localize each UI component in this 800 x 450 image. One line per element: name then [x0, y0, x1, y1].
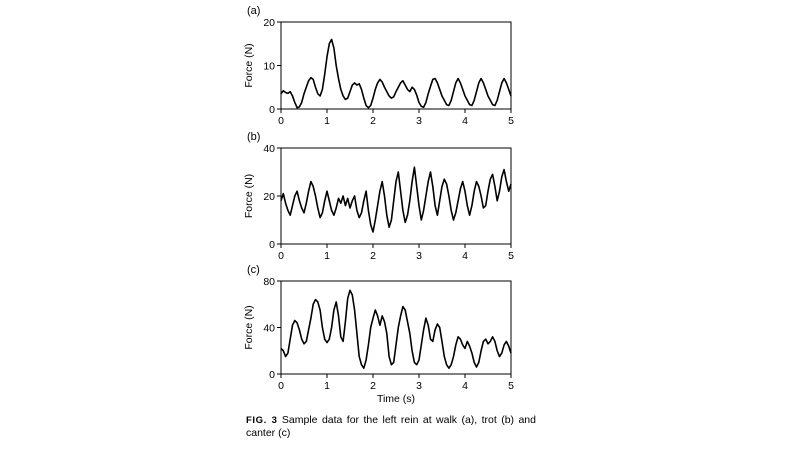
plot-frame [281, 22, 511, 109]
series-line-1 [281, 290, 511, 368]
x-axis-label: Time (s) [376, 393, 416, 405]
panel-label: (a) [247, 5, 261, 17]
figure-caption [246, 414, 536, 440]
figure-caption-label: FIG. 3 [246, 415, 278, 426]
x-tick-label: 4 [462, 115, 468, 127]
chart-panel-3 [243, 264, 514, 405]
y-axis-label: Force (N) [243, 305, 255, 350]
x-tick-label: 0 [278, 380, 284, 392]
chart-panel-2 [243, 131, 514, 262]
x-tick-label: 1 [324, 380, 330, 392]
x-tick-label: 3 [416, 115, 422, 127]
y-tick-label: 40 [263, 322, 275, 335]
y-tick-label: 80 [263, 276, 275, 288]
x-tick-label: 1 [324, 115, 330, 127]
y-tick-label: 0 [269, 104, 275, 116]
x-tick-label: 5 [508, 380, 514, 392]
x-tick-label: 2 [370, 115, 376, 127]
y-tick-label: 0 [269, 369, 275, 381]
y-tick-label: 0 [269, 239, 275, 251]
x-tick-label: 3 [416, 250, 422, 262]
plot-frame [281, 281, 511, 374]
x-tick-label: 1 [324, 250, 330, 262]
series-line-1 [281, 39, 511, 107]
x-tick-label: 4 [462, 380, 468, 392]
panel-label: (c) [247, 264, 260, 276]
x-tick-label: 3 [416, 380, 422, 392]
x-tick-label: 5 [508, 115, 514, 127]
y-axis-label: Force (N) [243, 43, 255, 88]
x-tick-label: 0 [278, 115, 284, 127]
y-tick-label: 20 [263, 17, 275, 29]
x-tick-label: 2 [370, 250, 376, 262]
y-tick-label: 20 [263, 191, 275, 203]
chart-panel-1 [243, 5, 514, 127]
x-tick-label: 4 [462, 250, 468, 262]
x-tick-label: 5 [508, 250, 514, 262]
x-tick-label: 2 [370, 380, 376, 392]
y-axis-label: Force (N) [243, 173, 255, 219]
x-tick-label: 0 [278, 250, 284, 262]
series-line-1 [281, 167, 511, 232]
figure-caption-text: Sample data for the left rein at walk (a), trot (b) and canter (c) [246, 414, 536, 439]
panel-label: (b) [247, 131, 261, 143]
y-tick-label: 10 [263, 60, 275, 73]
y-tick-label: 40 [263, 143, 275, 155]
